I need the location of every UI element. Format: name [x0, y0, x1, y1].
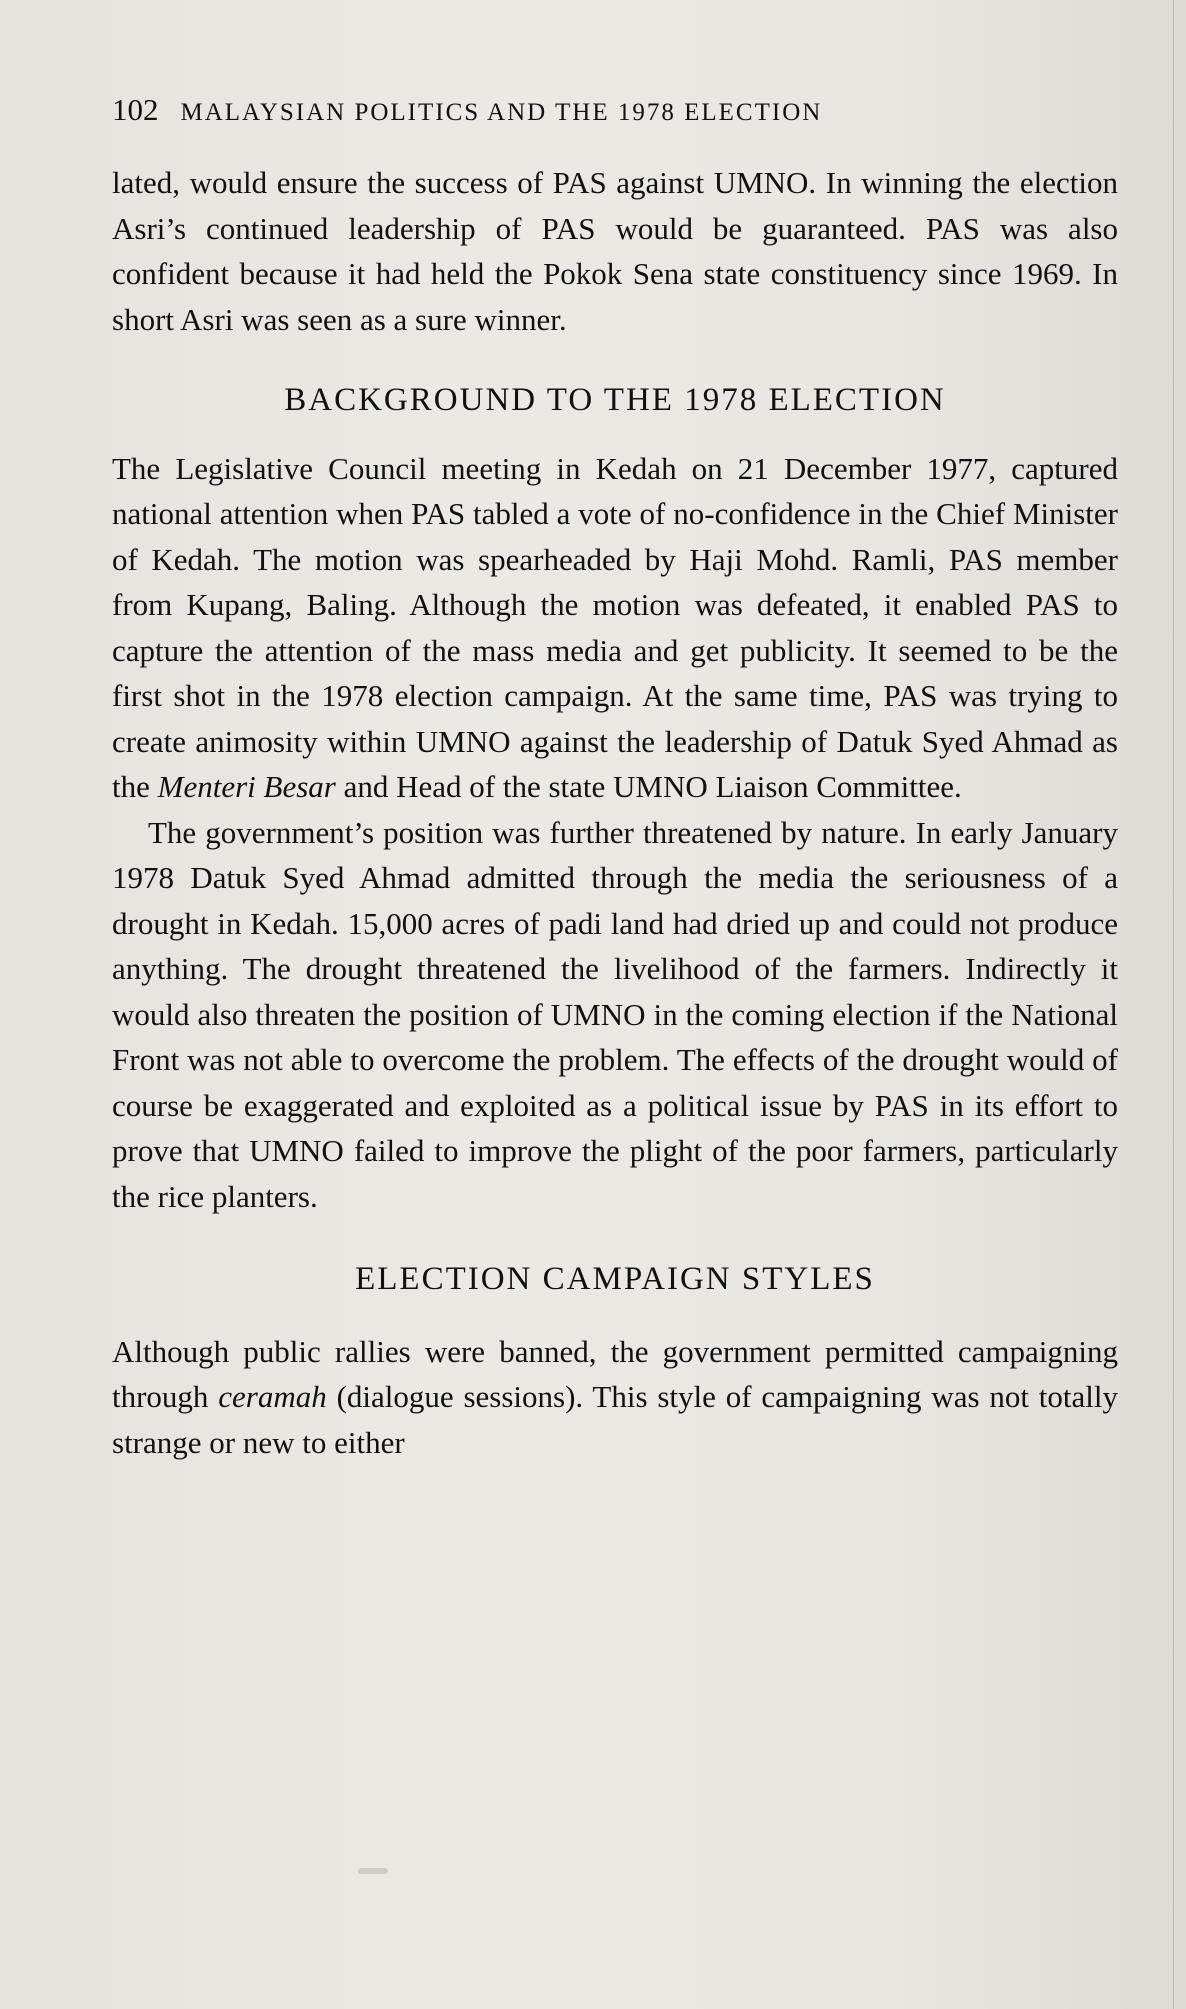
print-smudge	[358, 1868, 388, 1874]
section-heading-campaign-styles: ELECTION CAMPAIGN STYLES	[355, 1261, 875, 1297]
paragraph-text: The Legislative Council meeting in Kedah on 21 December 1977, captured national attention when PAS tabled a vote of no-confidence in the Chief Minister of Kedah. The motion was spearheaded by Haji Mohd. Ramli, PAS member from Kupang, Baling. Although the motion was defeated, it enabled PAS to capture the attention of the mass media and get publicity. It seemed to be the first shot in the 1978 election campaign. At the same time, PAS was trying to create animosity within UMNO against the leadership of Datuk Syed Ahmad as the	[112, 450, 1118, 804]
italic-term: Menteri Besar	[157, 769, 336, 804]
running-head: MALAYSIAN POLITICS AND THE 1978 ELECTION	[180, 99, 823, 126]
paragraph-ceramah	[112, 1329, 1118, 1466]
paragraph-continued: lated, would ensure the success of PAS against UMNO. In winning the election Asri’s continued leadership of PAS would be guaranteed. PAS was also confident because it had held the Pokok Sena state constituency since 1969. In short Asri was seen as a sure winner.	[112, 165, 1118, 337]
page-edge	[1173, 0, 1174, 2009]
paragraph-drought: The government’s position was further threatened by nature. In early January 1978 Datuk Syed Ahmad admitted through the media the seriousness of a drought in Kedah. 15,000 acres of padi land had dried up and could not produce anything. The drought threatened the livelihood of the farmers. Indirectly it would also threaten the position of UMNO in the coming election if the National Front was not able to overcome the problem. The effects of the drought would of course be exaggerated and exploited as a political issue by PAS in its effort to prove that UMNO failed to improve the plight of the poor farmers, particularly the rice planters.	[112, 814, 1118, 1214]
page-number: 102	[112, 92, 159, 127]
paragraph-text: and Head of the state UMNO Liaison Committee.	[335, 769, 962, 804]
paragraph-text: Although public rallies were banned, the government permitted campaigning through	[112, 1333, 1118, 1414]
paragraph-legislative-council	[112, 446, 1118, 810]
section-heading-background: BACKGROUND TO THE 1978 ELECTION	[284, 382, 946, 418]
body-text	[112, 160, 1118, 1465]
italic-term: ceramah	[218, 1379, 327, 1414]
page-header	[112, 92, 822, 128]
paragraph-text: (dialogue sessions). This style of campaigning was not totally strange or new to either	[112, 1379, 1119, 1460]
